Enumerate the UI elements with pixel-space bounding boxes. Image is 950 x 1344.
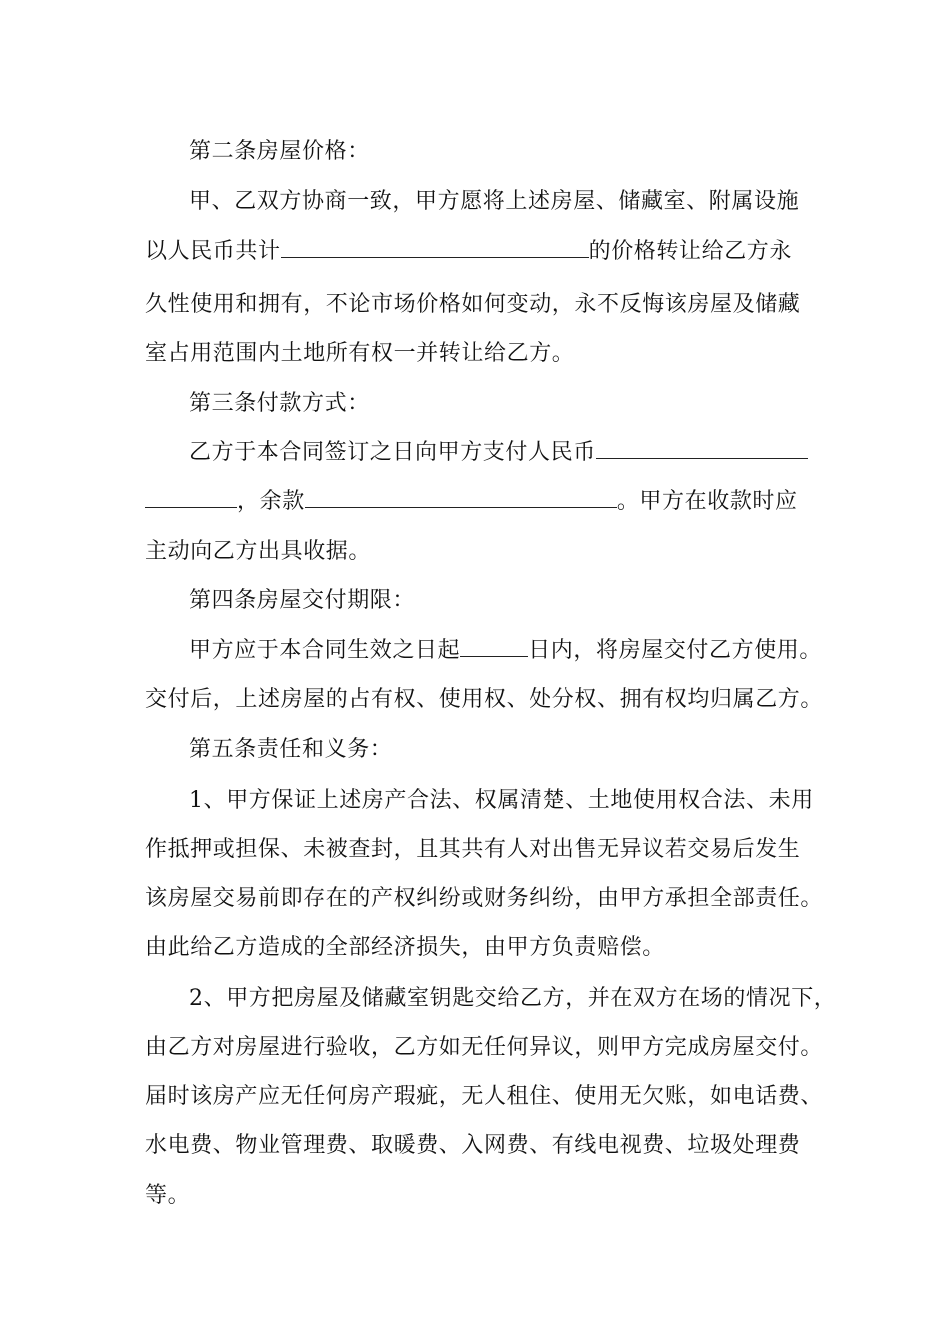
- paragraph-line: 交付后，上述房屋的占有权、使用权、处分权、拥有权均归属乙方。: [145, 687, 824, 712]
- payment-blank: [596, 438, 808, 459]
- paragraph-line: ，余款 。甲方在收款时应: [145, 487, 798, 517]
- paragraph-line: 由乙方对房屋进行验收，乙方如无任何异议，则甲方完成房屋交付。: [145, 1035, 824, 1060]
- paragraph-line: 2、甲方把房屋及储藏室钥匙交给乙方，并在双方在场的情况下，: [189, 986, 837, 1011]
- article-5-heading: 第五条责任和义务：: [189, 737, 393, 762]
- paragraph-line: 水电费、物业管理费、取暖费、入网费、有线电视费、垃圾处理费: [145, 1133, 801, 1158]
- paragraph-line: 等。: [145, 1183, 191, 1208]
- payment-blank-continued: [145, 487, 237, 508]
- paragraph-line: 甲方应于本合同生效之日起 日内，将房屋交付乙方使用。: [189, 638, 823, 663]
- article-2-heading: 第二条房屋价格：: [189, 139, 370, 164]
- paragraph-line: 主动向乙方出具收据。: [145, 539, 372, 564]
- paragraph-line: 由此给乙方造成的全部经济损失，由甲方负责赔偿。: [145, 935, 665, 960]
- paragraph-line: 该房屋交易前即存在的产权纠纷或财务纠纷，由甲方承担全部责任。: [145, 886, 824, 911]
- paragraph-line: 乙方于本合同签订之日向甲方支付人民币: [189, 438, 808, 468]
- days-blank: [460, 636, 528, 657]
- paragraph-line: 1、甲方保证上述房产合法、权属清楚、土地使用权合法、未用: [189, 788, 814, 813]
- paragraph-line: 甲、乙双方协商一致，甲方愿将上述房屋、储藏室、附属设施: [189, 189, 800, 214]
- article-4-heading: 第四条房屋交付期限：: [189, 588, 416, 613]
- balance-blank: [305, 487, 617, 508]
- paragraph-line: 届时该房产应无任何房产瑕疵，无人租住、使用无欠账，如电话费、: [145, 1084, 824, 1109]
- price-blank: [281, 237, 589, 258]
- paragraph-line: 作抵押或担保、未被查封，且其共有人对出售无异议若交易后发生: [145, 837, 801, 862]
- paragraph-line: 以人民币共计 的价格转让给乙方永: [145, 239, 793, 264]
- paragraph-line: 室占用范围内土地所有权一并转让给乙方。: [145, 341, 575, 366]
- article-3-heading: 第三条付款方式：: [189, 391, 370, 416]
- paragraph-line: 久性使用和拥有，不论市场价格如何变动，永不反悔该房屋及储藏: [145, 292, 801, 317]
